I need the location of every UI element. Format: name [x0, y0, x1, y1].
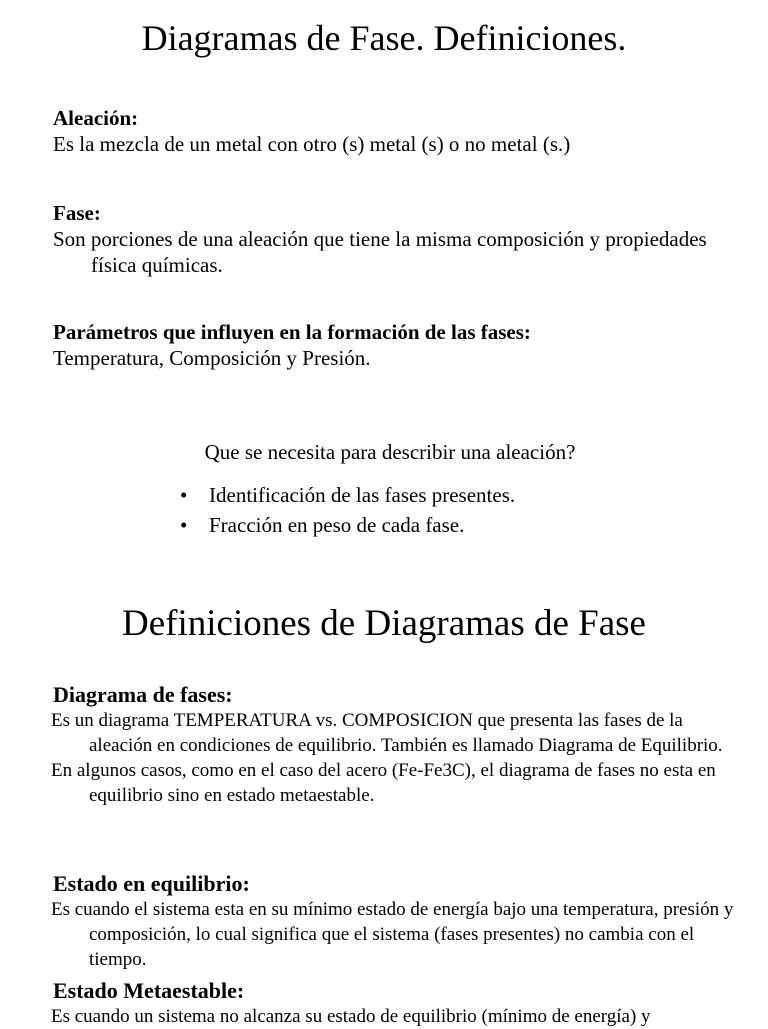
section-text: Es la mezcla de un metal con otro (s) metal (s) o no metal (s.): [53, 132, 571, 156]
list-item: [180, 480, 515, 510]
bullet-icon: •: [180, 483, 188, 507]
section-text: Temperatura, Composición y Presión.: [53, 346, 371, 370]
section-text: Son porciones de una aleación que tiene la misma composición y propiedades física químicas.: [53, 227, 707, 277]
slide-1-title: Diagramas de Fase. Definiciones.: [141, 18, 627, 58]
section-paragraph: Es cuando el sistema esta en su mínimo estado de energía bajo una temperatura, presión y composición, lo cual significa que el sistema (fases presentes) no cambia con el tiempo.: [51, 899, 734, 970]
bullet-text: Fracción en peso de cada fase.: [209, 513, 465, 537]
section-paragraph: Es cuando un sistema no alcanza su estado de equilibrio (mínimo de energía) y: [51, 1006, 651, 1027]
section-diagrama-de-fases: [53, 682, 743, 808]
section-heading: Fase:: [53, 201, 101, 225]
slide-phase-diagram-definitions: [0, 580, 768, 1027]
section-fase: [53, 200, 743, 278]
slide-2-title: Definiciones de Diagramas de Fase: [122, 603, 646, 644]
section-estado-equilibrio: [53, 871, 743, 972]
section-estado-metaestable: [53, 978, 743, 1029]
bullet-list: [180, 480, 515, 540]
question-text: Que se necesita para describir una aleación?: [204, 440, 576, 464]
section-heading: Estado en equilibrio:: [53, 871, 250, 896]
bullet-icon: •: [180, 513, 188, 537]
section-heading: Parámetros que influyen en la formación de las fases:: [53, 320, 531, 344]
section-heading: Diagrama de fases:: [53, 682, 233, 707]
bullet-text: Identificación de las fases presentes.: [209, 483, 516, 507]
section-paragraph: En algunos casos, como en el caso del acero (Fe-Fe3C), el diagrama de fases no esta en equilibrio sino en estado metaestable.: [51, 760, 716, 806]
section-heading: Estado Metaestable:: [53, 978, 245, 1003]
section-aleacion: [53, 105, 743, 157]
section-paragraph: Es un diagrama TEMPERATURA vs. COMPOSICION que presenta las fases de la aleación en condiciones de equilibrio. También es llamado Diagrama de Equilibrio.: [51, 710, 723, 756]
section-heading: Aleación:: [53, 106, 139, 130]
list-item: [180, 510, 515, 540]
section-parametros: [53, 319, 743, 371]
